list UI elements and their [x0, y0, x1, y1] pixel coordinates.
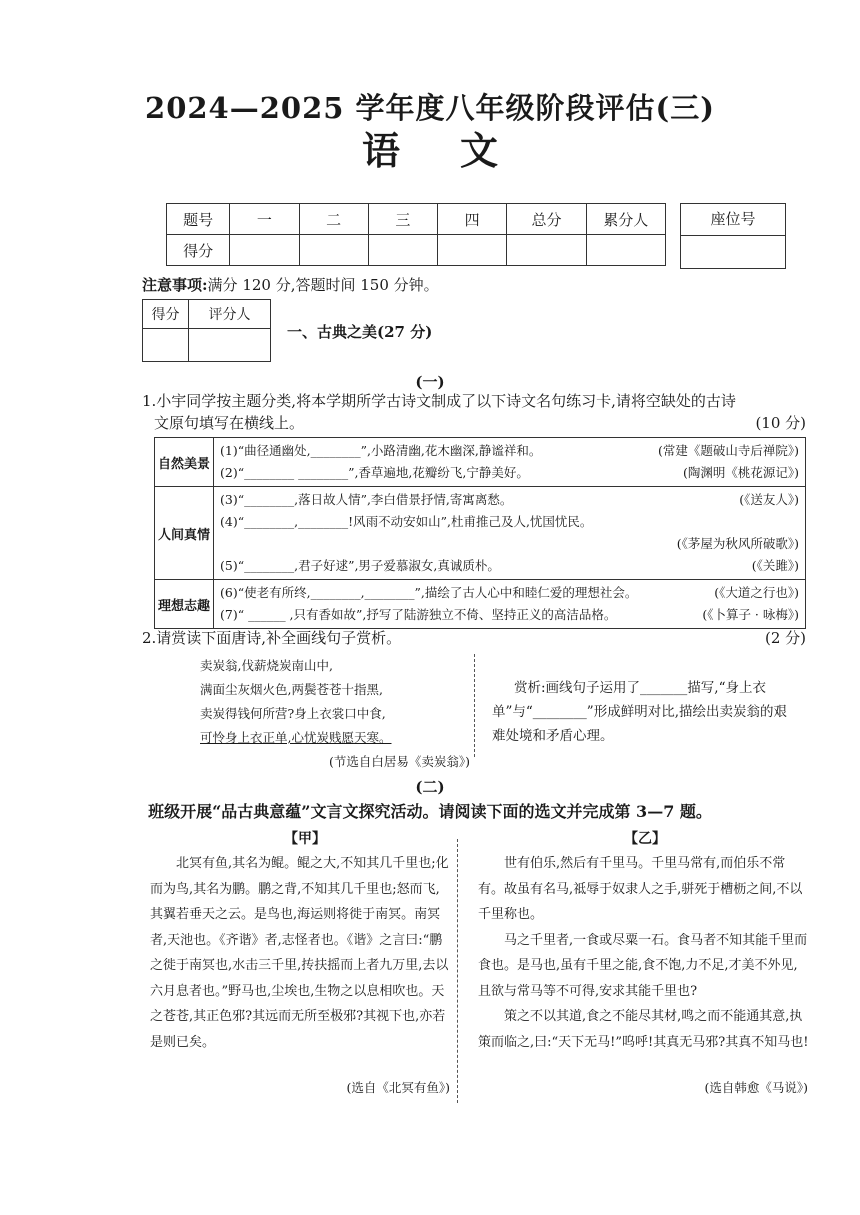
question-1 — [142, 390, 806, 434]
poem-line: 卖炭翁,伐薪烧炭南山中, — [200, 658, 333, 673]
fill-in-item[interactable]: (1)“曲径通幽处,________”,小路清幽,花木幽深,静谧祥和。 — [220, 443, 542, 458]
item-source: (《送友人》) — [739, 492, 799, 507]
question-2-points: (2 分) — [764, 629, 806, 647]
poem-line-underlined: 可怜身上衣正单,心忧炭贱愿天寒。 — [200, 730, 392, 745]
passage-a-text: 北冥有鱼,其名为鲲。鲲之大,不知其几千里也;化而为鸟,其名为鹏。鹏之背,不知其几千里也;怒而飞,其翼若垂天之云。是鸟也,海运则将徙于南冥。南冥者,天池也。《齐谐》者,志怪者也。《谐》之言曰:“鹏之徙于南冥也,水击三千里,抟扶摇而上者九万里,去以六月息者也。”野马也,尘埃也,生物之以息相吹也。天之苍苍,其正色邪?其远而无所至极邪?其视下也,亦若是则已矣。 — [150, 856, 449, 1050]
notice-label: 注意事项: — [142, 276, 208, 294]
score-header-cell: 二 — [299, 204, 368, 235]
passage-a-label: 【甲】 — [284, 831, 326, 847]
passage-b-para: 世有伯乐,然后有千里马。千里马常有,而伯乐不常有。故虽有名马,祗辱于奴隶人之手,骈死于槽枥之间,不以千里称也。 — [478, 856, 803, 922]
card-row — [155, 438, 806, 487]
passage-b-para: 马之千里者,一食或尽粟一石。食马者不知其能千里而食也。是马也,虽有千里之能,食不饱,力不足,才美不外见,且欲与常马等不可得,安求其能千里也? — [478, 932, 808, 999]
score-table-score-row — [167, 235, 666, 266]
fill-in-item[interactable]: (7)“ ______ ,只有香如故”,抒写了陆游独立不倚、坚持正义的高洁品格。 — [220, 607, 617, 622]
question-2 — [142, 627, 806, 649]
score-header-cell: 累分人 — [586, 204, 665, 235]
poem-excerpt — [200, 654, 470, 774]
fill-in-item[interactable]: (3)“________,落日故人情”,李白借景抒情,寄寓离愁。 — [220, 492, 513, 507]
passage-a-source: (选自《北冥有鱼》) — [346, 1080, 450, 1095]
fill-in-item[interactable]: (4)“________,________!风雨不动安如山”,杜甫推己及人,忧国忧民。 — [220, 514, 593, 529]
score-cell[interactable] — [299, 235, 368, 266]
passage-b-para: 策之不以其道,食之不能尽其材,鸣之而不能通其意,执策而临之,曰:“天下无马!”呜呼!其真无马邪?其真不知马也! — [478, 1009, 809, 1050]
seat-number-box — [680, 203, 786, 269]
grader-box — [142, 299, 271, 362]
poem-source: (节选自白居易《卖炭翁》) — [328, 754, 470, 769]
appreciation-box — [492, 676, 812, 748]
practice-card — [154, 437, 806, 629]
card-category: 自然美景 — [155, 438, 214, 487]
fill-in-item[interactable]: (2)“________ ________”,香草遍地,花瓣纷飞,宁静美好。 — [220, 465, 529, 480]
item-source: (常建《题破山寺后禅院》) — [657, 443, 799, 458]
score-table-header-row — [167, 204, 666, 235]
card-row — [155, 580, 806, 629]
part-label: (一) — [415, 373, 445, 391]
seat-number-label: 座位号 — [681, 204, 785, 236]
score-cell[interactable] — [507, 235, 586, 266]
fill-in-item[interactable]: (6)“使老有所终,________,________”,描绘了古人心中和睦仁爱的理想社会。 — [220, 585, 638, 600]
score-header-cell: 三 — [368, 204, 437, 235]
score-row-label: 得分 — [167, 235, 230, 266]
exam-notice — [142, 274, 439, 295]
score-cell[interactable] — [438, 235, 507, 266]
question-1-points: (10 分) — [755, 414, 806, 432]
item-source: (《卜算子 · 咏梅》) — [702, 607, 799, 622]
card-category: 人间真情 — [155, 487, 214, 580]
item-source: (《大道之行也》) — [714, 585, 799, 600]
item-source: (《关雎》) — [751, 558, 799, 573]
score-table — [166, 203, 666, 266]
section-title: 一、古典之美(27 分) — [287, 323, 433, 341]
score-cell[interactable] — [230, 235, 299, 266]
passage-b-label: 【乙】 — [624, 831, 666, 847]
grader-score-label: 得分 — [143, 300, 189, 329]
item-source: (《茅屋为秋风所破歌》) — [676, 536, 799, 551]
divider-dashed — [457, 839, 458, 1103]
poem-line: 满面尘灰烟火色,两鬓苍苍十指黑, — [200, 682, 383, 697]
card-items — [214, 438, 806, 487]
part-label: (二) — [415, 778, 445, 796]
passage-a — [150, 851, 450, 1055]
grader-name-field[interactable] — [189, 329, 271, 362]
question-1-line2 — [142, 412, 806, 434]
fill-in-item[interactable]: (5)“________,君子好逑”,男子爱慕淑女,真诚质朴。 — [220, 558, 500, 573]
score-cell[interactable] — [586, 235, 665, 266]
exam-title: 2024—2025 学年度八年级阶段评估(三) — [145, 91, 715, 125]
grader-name-label: 评分人 — [189, 300, 271, 329]
score-header-cell: 总分 — [507, 204, 586, 235]
appreciation-line[interactable]: 赏析:画线句子运用了_______描写,“身上衣 — [514, 680, 766, 696]
poem-line: 卖炭得钱何所营?身上衣裳口中食, — [200, 706, 386, 721]
activity-intro: 班级开展“品古典意蕴”文言文探究活动。请阅读下面的选文并完成第 3—7 题。 — [148, 802, 712, 821]
grader-score-field[interactable] — [143, 329, 189, 362]
divider-dashed — [474, 654, 475, 757]
question-1-text-cont: 文原句填写在横线上。 — [154, 414, 305, 432]
notice-text: 满分 120 分,答题时间 150 分钟。 — [207, 276, 439, 294]
card-items — [214, 487, 806, 580]
passage-b-source: (选自韩愈《马说》) — [704, 1080, 808, 1095]
question-1-text: 1.小宇同学按主题分类,将本学期所学古诗文制成了以下诗文名句练习卡,请将空缺处的古诗 — [142, 392, 736, 410]
score-cell[interactable] — [368, 235, 437, 266]
appreciation-line: 难处境和矛盾心理。 — [492, 728, 614, 744]
seat-number-field[interactable] — [681, 236, 785, 267]
question-2-text: 2.请赏读下面唐诗,补全画线句子赏析。 — [142, 629, 402, 647]
item-source: (陶渊明《桃花源记》) — [682, 465, 799, 480]
score-header-cell: 一 — [230, 204, 299, 235]
subject-title: 语文 — [361, 128, 558, 173]
score-header-cell: 四 — [438, 204, 507, 235]
passage-b — [478, 851, 810, 1055]
score-header-cell: 题号 — [167, 204, 230, 235]
card-row — [155, 487, 806, 580]
appreciation-line[interactable]: 单”与“________”形成鲜明对比,描绘出卖炭翁的艰 — [492, 704, 787, 720]
card-items — [214, 580, 806, 629]
card-category: 理想志趣 — [155, 580, 214, 629]
